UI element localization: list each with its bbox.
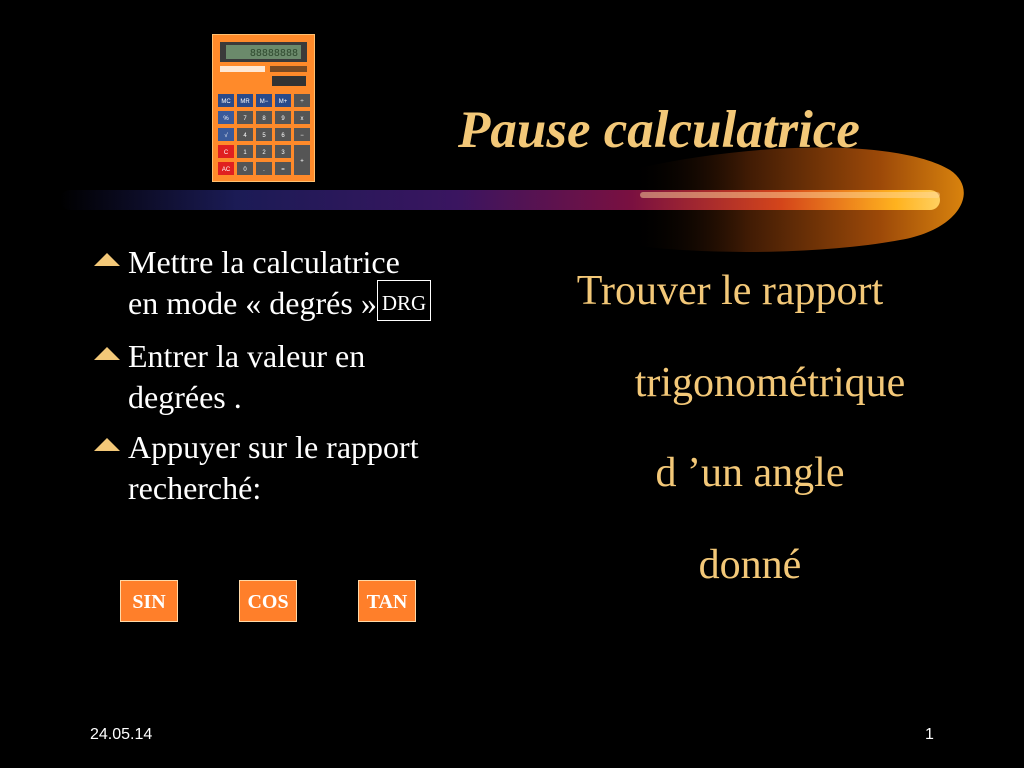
calculator-key-label: 0 <box>243 167 247 173</box>
bullet-text: Entrer la valeur en <box>128 338 366 375</box>
slide-title: Pause calculatrice <box>458 101 860 159</box>
calculator-display: 88888888 <box>249 48 298 59</box>
bullet-text: en mode « degrés » <box>128 284 377 321</box>
calculator-key-label: x <box>300 116 304 122</box>
calculator-key-label: AC <box>221 167 231 173</box>
calculator-key-label: 7 <box>243 116 247 122</box>
calculator-key-label: √ <box>224 133 228 139</box>
calculator-icon <box>212 34 315 182</box>
cos-key: COS <box>239 580 297 622</box>
calculator-key-label: ÷ <box>300 99 304 105</box>
calculator-key-label: . <box>263 167 265 173</box>
right-text-line: Trouver le rapport <box>576 268 884 314</box>
bullet-text: Appuyer sur le rapport <box>128 429 419 466</box>
calculator-key-label: 8 <box>262 116 266 122</box>
right-text-line: donné <box>698 542 802 588</box>
right-text-line: d ’un angle <box>655 450 845 496</box>
bullet-list <box>92 242 512 518</box>
calculator-key-label: 5 <box>262 133 266 139</box>
function-keys <box>120 580 440 624</box>
calculator-key-label: − <box>300 133 304 139</box>
footer-date: 24.05.14 <box>90 726 153 743</box>
bullet-item <box>92 427 512 509</box>
calculator-key-label: 4 <box>243 133 247 139</box>
calculator-key-label: 9 <box>281 116 285 122</box>
bullet-item <box>92 242 512 327</box>
calculator-key-label: 1 <box>243 150 247 156</box>
calculator-key-label: MR <box>240 99 250 105</box>
bullet-text: Mettre la calculatrice <box>128 244 400 280</box>
right-text-line: trigonométrique <box>634 360 906 406</box>
calculator-key-label: = <box>281 167 285 173</box>
tan-key: TAN <box>358 580 416 622</box>
calculator-key-label: 2 <box>262 150 266 156</box>
sin-key: SIN <box>120 580 178 622</box>
footer-page-number: 1 <box>925 726 934 743</box>
bullet-text: degrées . <box>128 379 242 416</box>
calculator-key-label: + <box>300 158 304 165</box>
calculator-key-label: 6 <box>281 133 285 139</box>
calculator-key-label: M+ <box>278 99 288 105</box>
calculator-key-label: MC <box>221 99 231 105</box>
calculator-key-label: % <box>223 116 229 122</box>
calculator-key-label: M− <box>259 99 269 105</box>
calculator-key-label: C <box>223 150 229 156</box>
bullet-text: recherché: <box>128 469 262 506</box>
bullet-triangle-icon <box>94 253 120 266</box>
calculator-key-label: 3 <box>281 150 285 156</box>
bullet-triangle-icon <box>94 438 120 451</box>
bullet-triangle-icon <box>94 347 120 360</box>
bullet-item <box>92 336 512 418</box>
drg-key: DRG <box>377 280 431 321</box>
